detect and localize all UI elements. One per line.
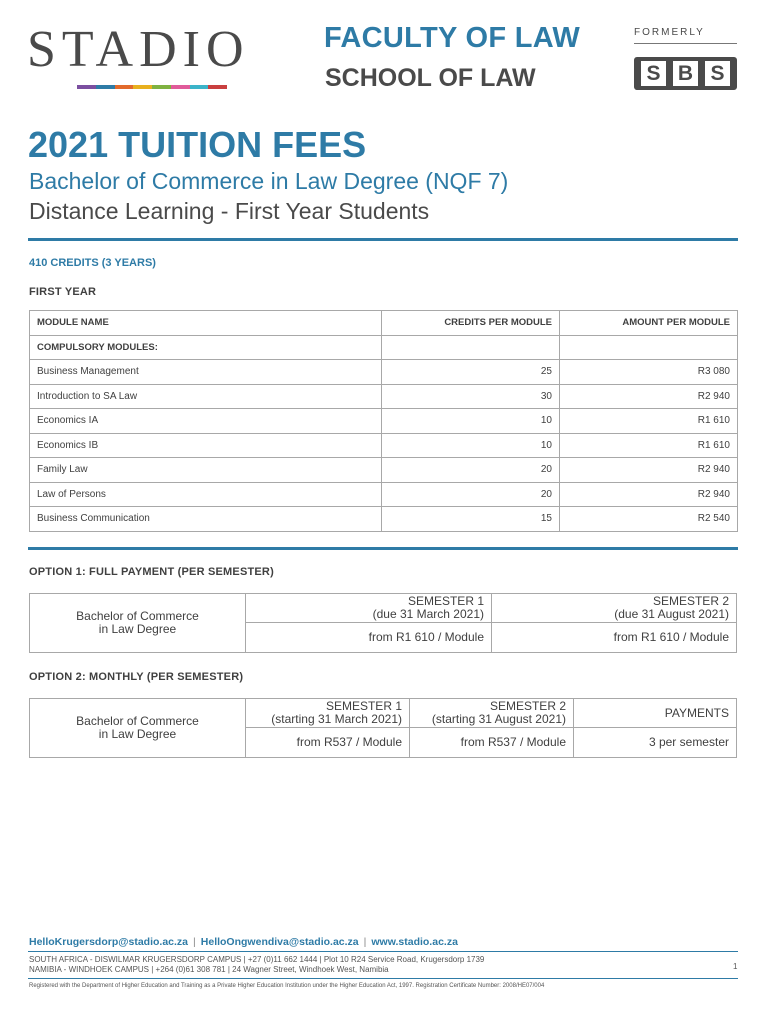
module-name: Economics IA (30, 409, 382, 434)
color-bar-segment (208, 85, 227, 89)
sbs-letter: S (641, 61, 666, 86)
page-title: 2021 TUITION FEES (28, 124, 367, 165)
column-header-module: MODULE NAME (30, 311, 382, 336)
first-year-label: FIRST YEAR (29, 286, 97, 298)
table-header-row (30, 311, 738, 336)
module-amount: R2 940 (560, 384, 738, 409)
module-credits: 25 (382, 360, 560, 385)
table-row (30, 507, 738, 532)
option1-label: OPTION 1: FULL PAYMENT (PER SEMESTER) (29, 566, 274, 578)
color-bar-segment (152, 85, 171, 89)
color-bar-segment (190, 85, 209, 89)
module-credits: 30 (382, 384, 560, 409)
semester2-title: SEMESTER 2 (652, 594, 729, 608)
school-heading: SCHOOL OF LAW (325, 64, 536, 92)
payments-header: PAYMENTS (574, 699, 737, 728)
module-amount: R3 080 (560, 360, 738, 385)
module-name: Economics IB (30, 433, 382, 458)
logo-color-bar (77, 85, 227, 89)
compulsory-label: COMPULSORY MODULES: (30, 335, 382, 360)
stadio-logo: STADIO (27, 21, 250, 78)
table-row (30, 458, 738, 483)
module-name: Business Communication (30, 507, 382, 532)
programme-cell (30, 594, 246, 653)
color-bar-segment (77, 85, 96, 89)
semester1-title: SEMESTER 1 (407, 594, 484, 608)
degree-subtitle: Bachelor of Commerce in Law Degree (NQF 7) (29, 168, 509, 194)
credits-label: 410 CREDITS (3 YEARS) (29, 257, 156, 269)
semester2-amount: from R1 610 / Module (492, 623, 737, 653)
sbs-letter: S (705, 61, 730, 86)
link-separator: | (363, 936, 367, 948)
programme-name-line1: Bachelor of Commerce (76, 714, 199, 728)
footer-address-sa: SOUTH AFRICA - DISWILMAR KRUGERSDORP CAMPUS | +27 (0)11 662 1444 | Plot 10 R24 Service Road, Krugersdorp 1739 (29, 955, 485, 964)
semester1-due: (due 31 March 2021) (372, 607, 484, 621)
color-bar-segment (96, 85, 115, 89)
footer-divider (28, 951, 738, 952)
column-header-amount: AMOUNT PER MODULE (560, 311, 738, 336)
table-row (30, 433, 738, 458)
color-bar-segment (115, 85, 134, 89)
footer-address-namibia: NAMIBIA - WINDHOEK CAMPUS | +264 (0)61 308 781 | 24 Wagner Street, Windhoek West, Namibia (29, 965, 389, 974)
semester1-start: (starting 31 March 2021) (271, 712, 402, 726)
semester2-due: (due 31 August 2021) (614, 607, 729, 621)
module-credits: 20 (382, 482, 560, 507)
option1-table (29, 593, 737, 653)
formerly-divider (634, 43, 737, 44)
table-row (30, 360, 738, 385)
option2-header-row (30, 699, 737, 728)
module-credits: 20 (382, 458, 560, 483)
module-name: Business Management (30, 360, 382, 385)
email-link-krugersdorp[interactable]: HelloKrugersdorp@stadio.ac.za (29, 936, 189, 948)
module-name: Introduction to SA Law (30, 384, 382, 409)
email-link-ongwendiva[interactable]: HelloOngwendiva@stadio.ac.za (200, 936, 359, 948)
faculty-heading: FACULTY OF LAW (324, 22, 581, 54)
module-amount: R2 940 (560, 482, 738, 507)
registration-notice: Registered with the Department of Higher Education and Training as a Private Higher Education Institution under the Higher Education Act, 1997. Registration Certificate Number: 2008/HE07/004 (29, 983, 545, 989)
table-row (30, 409, 738, 434)
semester2-title: SEMESTER 2 (489, 699, 566, 713)
option1-header-row (30, 594, 737, 623)
formerly-label: FORMERLY (634, 27, 705, 38)
table-row (30, 482, 738, 507)
page-number: 1 (733, 962, 738, 971)
semester2-header (410, 699, 574, 728)
module-name: Family Law (30, 458, 382, 483)
footer-divider (28, 978, 738, 979)
module-amount: R1 610 (560, 409, 738, 434)
semester1-amount: from R537 / Module (246, 728, 410, 758)
modules-table (29, 310, 738, 532)
footer-links (29, 936, 458, 948)
column-header-credits: CREDITS PER MODULE (382, 311, 560, 336)
empty-cell (382, 335, 560, 360)
semester2-start: (starting 31 August 2021) (431, 712, 566, 726)
programme-name-line1: Bachelor of Commerce (76, 609, 199, 623)
semester1-title: SEMESTER 1 (325, 699, 402, 713)
link-separator: | (193, 936, 196, 948)
semester2-header (492, 594, 737, 623)
semester1-amount: from R1 610 / Module (246, 623, 492, 653)
programme-name-line2: in Law Degree (98, 622, 177, 636)
module-credits: 15 (382, 507, 560, 532)
module-credits: 10 (382, 433, 560, 458)
sbs-logo (634, 57, 737, 90)
empty-cell (560, 335, 738, 360)
sbs-letter: B (673, 61, 698, 86)
programme-cell (30, 699, 246, 758)
website-link[interactable]: www.stadio.ac.za (371, 936, 458, 948)
module-name: Law of Persons (30, 482, 382, 507)
semester2-amount: from R537 / Module (410, 728, 574, 758)
semester1-header (246, 594, 492, 623)
color-bar-segment (171, 85, 190, 89)
option2-label: OPTION 2: MONTHLY (PER SEMESTER) (29, 671, 244, 683)
module-credits: 10 (382, 409, 560, 434)
semester1-header (246, 699, 410, 728)
programme-name-line2: in Law Degree (98, 727, 177, 741)
study-mode-subtitle: Distance Learning - First Year Students (29, 198, 430, 224)
module-amount: R2 940 (560, 458, 738, 483)
section-divider (28, 547, 738, 550)
option2-table (29, 698, 737, 758)
table-row (30, 384, 738, 409)
payments-value: 3 per semester (574, 728, 737, 758)
color-bar-segment (133, 85, 152, 89)
compulsory-row (30, 335, 738, 360)
module-amount: R2 540 (560, 507, 738, 532)
section-divider (28, 238, 738, 241)
module-amount: R1 610 (560, 433, 738, 458)
